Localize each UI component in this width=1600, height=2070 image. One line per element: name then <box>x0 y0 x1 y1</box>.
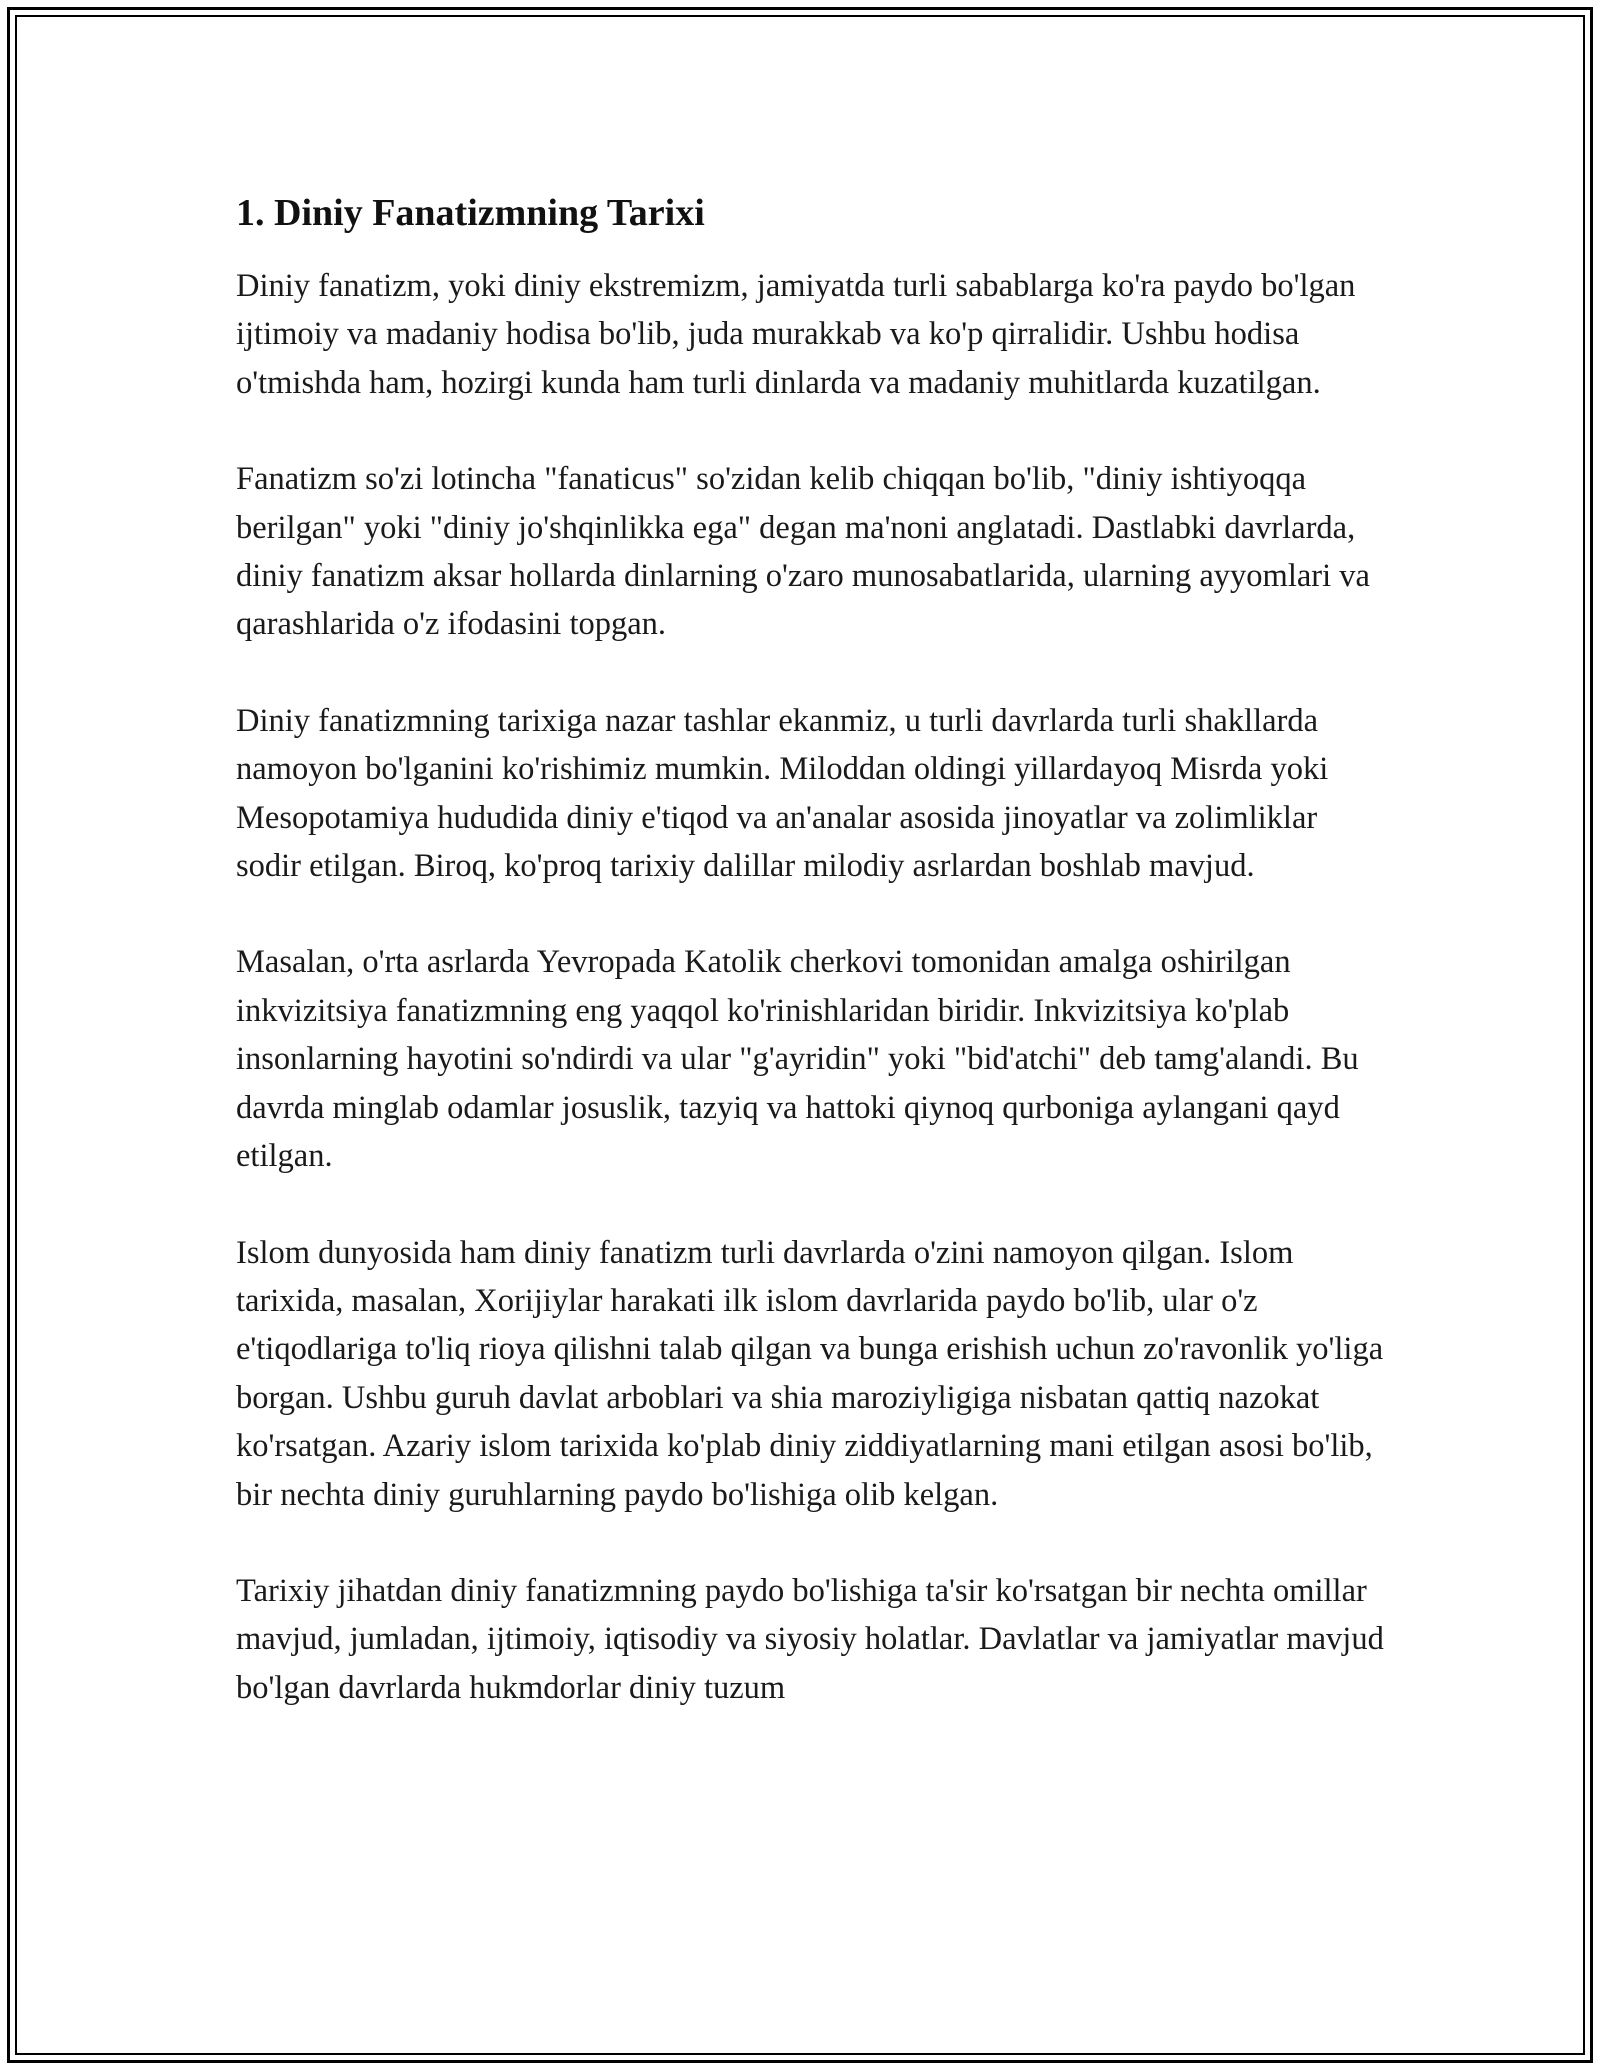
paragraph-3: Diniy fanatizmning tarixiga nazar tashlar ekanmiz, u turli davrlarda turli shakllarda namoyon bo'lganini ko'rishimiz mumkin. Miloddan oldingi yillardayoq Misrda yoki Mesopotamiya hududida diniy e'tiqod va an'analar asosida jinoyatlar va zolimliklar sodir etilgan. Biroq, ko'proq tarixiy dalillar milodiy asrlardan boshlab mavjud. <box>236 702 1329 885</box>
paragraph-4: Masalan, o'rta asrlarda Yevropada Katolik cherkovi tomonidan amalga oshirilgan inkvizitsiya fanatizmning eng yaqqol ko'rinishlaridan biridir. Inkvizitsiya ko'plab insonlarning hayotini so'ndirdi va ular "g'ayridin" yoki "bid'atchi" deb tamg'alandi. Bu davrda minglab odamlar josuslik, tazyiq va hattoki qiynoq qurboniga aylangani qayd etilgan. <box>236 944 1359 1175</box>
paragraph-2: Fanatizm so'zi lotincha "fanaticus" so'zidan kelib chiqqan bo'lib, "diniy ishtiyoqqa berilgan" yoki "diniy jo'shqinlikka ega" degan ma'noni anglatadi. Dastlabki davrlarda, diniy fanatizm aksar hollarda dinlarning o'zaro munosabatlarida, ularning ayyomlari va qarashlarida o'z ifodasini topgan. <box>236 461 1370 643</box>
paragraph-6: Tarixiy jihatdan diniy fanatizmning paydo bo'lishiga ta'sir ko'rsatgan bir nechta omillar mavjud, jumladan, ijtimoiy, iqtisodiy va siyosiy holatlar. Davlatlar va jamiyatlar mavjud bo'lgan davrlarda hukmdorlar diniy tuzum <box>236 1572 1384 1706</box>
document-body <box>236 186 1386 1760</box>
section-heading: 1. Diniy Fanatizmning Tarixi <box>236 192 705 234</box>
paragraph-5: Islom dunyosida ham diniy fanatizm turli davrlarda o'zini namoyon qilgan. Islom tarixida, masalan, Xorijiylar harakati ilk islom davrlarida paydo bo'lib, ular o'z e'tiqodlariga to'liq rioya qilishni talab qilgan va bunga erishish uchun zo'ravonlik yo'liga borgan. Ushbu guruh davlat arboblari va shia maroziyligiga nisbatan qattiq nazokat ko'rsatgan. Azariy islom tarixida ko'plab diniy ziddiyatlarning mani etilgan asosi bo'lib, bir nechta diniy guruhlarning paydo bo'lishiga olib kelgan. <box>236 1234 1384 1513</box>
paragraph-1: Diniy fanatizm, yoki diniy ekstremizm, jamiyatda turli sabablarga ko'ra paydo bo'lgan ijtimoiy va madaniy hodisa bo'lib, juda murakkab va ko'p qirralidir. Ushbu hodisa o'tmishda ham, hozirgi kunda ham turli dinlarda va madaniy muhitlarda kuzatilgan. <box>236 268 1356 401</box>
